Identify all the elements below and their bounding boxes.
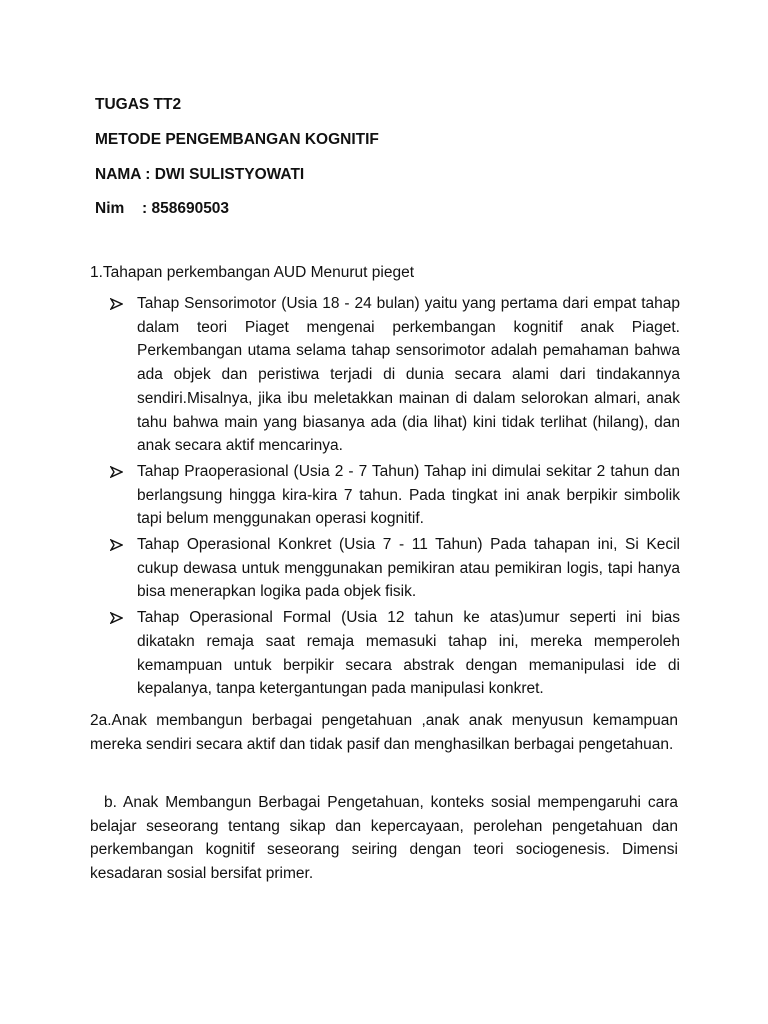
arrow-bullet-icon [110,466,123,478]
arrow-bullet-icon [110,612,123,624]
piaget-stages-list [110,292,680,703]
list-item [110,606,680,701]
answer-2b-text: b. Anak Membangun Berbagai Pengetahuan, konteks sosial mempengaruhi cara belajar seseorang tentang sikap dan kepercayaan, perolehan pengetahuan dan perkembangan kognitif seseorang seiring dengan teori sociogenesis. Dimensi kesadaran sosial bersifat primer. [90,794,678,883]
list-item-text: Tahap Sensorimotor (Usia 18 - 24 bulan) yaitu yang pertama dari empat tahap dalam teori Piaget mengenai perkembangan kognitif anak Piaget. Perkembangan utama selama tahap sensorimotor adalah pemahaman bahwa ada objek dan peristiwa terjadi di dunia secara alami dari tindakannya sendiri.Misalnya, jika ibu meletakkan mainan di dalam selorokan almari, anak tahu bahwa main yang biasanya ada (dia lihat) kini tidak terlihat (hilang), dan anak secara aktif mencarinya. [137,295,680,455]
assignment-title: TUGAS TT2 [95,96,182,113]
arrow-bullet-icon [110,539,123,551]
question-1-heading: 1.Tahapan perkembangan AUD Menurut pieget [90,264,414,281]
course-subject: METODE PENGEMBANGAN KOGNITIF [95,131,379,148]
student-name: NAMA : DWI SULISTYOWATI [95,166,305,183]
list-item-text: Tahap Operasional Formal (Usia 12 tahun ke atas)umur seperti ini bias dikatakn remaja saat remaja memasuki tahap ini, mereka memperoleh kemampuan untuk berpikir secara abstrak dengan memanipulasi ide di kepalanya, tanpa ketergantungan pada manipulasi konkret. [137,609,680,698]
list-item-text: Tahap Praoperasional (Usia 2 - 7 Tahun) Tahap ini dimulai sekitar 2 tahun dan berlangsung hingga kira-kira 7 tahun. Pada tingkat ini anak berpikir simbolik tapi belum menggunakan operasi kognitif. [137,462,680,528]
list-item [110,533,680,604]
answer-2b [90,791,678,886]
nim-value: : 858690503 [142,200,230,217]
nim-label: Nim [95,200,125,217]
arrow-bullet-icon [110,298,123,310]
student-nim [95,199,229,219]
list-item [110,292,680,458]
list-item-text: Tahap Operasional Konkret (Usia 7 - 11 Tahun) Pada tahapan ini, Si Kecil cukup dewasa untuk menggunakan pemikiran atau pemikiran logis, tapi hanya bisa menerapkan logika pada objek fisik. [137,536,680,601]
answer-2a: 2a.Anak membangun berbagai pengetahuan ,anak anak menyusun kemampuan mereka sendiri secara aktif dan tidak pasif dan menghasilkan berbagai pengetahuan. [90,712,678,753]
list-item [110,460,680,531]
